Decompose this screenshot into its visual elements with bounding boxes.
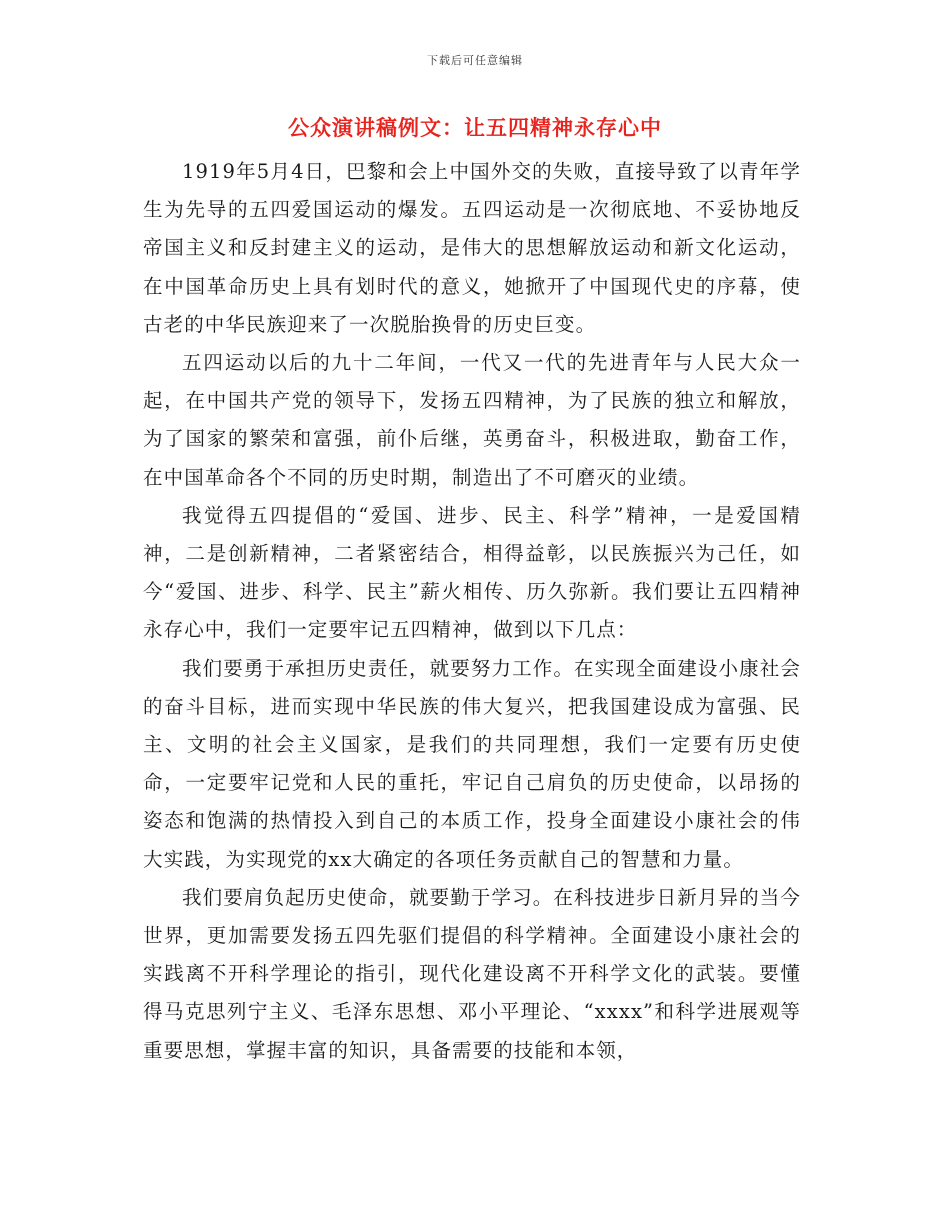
paragraph: 五四运动以后的九十二年间，一代又一代的先进青年与人民大众一起，在中国共产党的领导下，发扬五四精神，为了民族的独立和解放，为了国家的繁荣和富强，前仆后继，英勇奋斗，积极进取，勤奋工作，在中国革命各个不同的历史时期，制造出了不可磨灭的业绩。 [143,351,801,489]
paragraph: 我们要勇于承担历史责任，就要努力工作。在实现全面建设小康社会的奋斗目标，进而实现中华民族的伟大复兴，把我国建设成为富强、民主、文明的社会主义国家，是我们的共同理想，我们一定要有历史使命，一定要牢记党和人民的重托，牢记自己肩负的历史使命，以昂扬的姿态和饱满的热情投入到自己的本质工作，投身全面建设小康社会的伟大实践，为实现党的xx大确定的各项任务贡献自己的智慧和力量。 [143,656,801,871]
header-note: 下载后可任意编辑 [427,54,523,67]
paragraph: 我觉得五四提倡的“爱国、进步、民主、科学”精神，一是爱国精神，二是创新精神，二者紧密结合，相得益彰，以民族振兴为己任，如今“爱国、进步、科学、民主”薪火相传、历久弥新。我们要让五四精神永存心中，我们一定要牢记五四精神，做到以下几点： [143,503,801,642]
paragraph: 我们要肩负起历史使命，就要勤于学习。在科技进步日新月异的当今世界，更加需要发扬五四先驱们提倡的科学精神。全面建设小康社会的实践离不开科学理论的指引，现代化建设离不开科学文化的武装。要懂得马克思列宁主义、毛泽东思想、邓小平理论、“xxxx”和科学进展观等重要思想，掌握丰富的知识，具备需要的技能和本领， [143,885,801,1062]
document-body [143,153,801,1070]
document-title: 公众演讲稿例文：让五四精神永存心中 [288,115,662,140]
paragraph: 1919年5月4日，巴黎和会上中国外交的失败，直接导致了以青年学生为先导的五四爱国运动的爆发。五四运动是一次彻底地、不妥协地反帝国主义和反封建主义的运动，是伟大的思想解放运动和新文化运动，在中国革命历史上具有划时代的意义，她掀开了中国现代史的序幕，使古老的中华民族迎来了一次脱胎换骨的历史巨变。 [143,160,801,336]
